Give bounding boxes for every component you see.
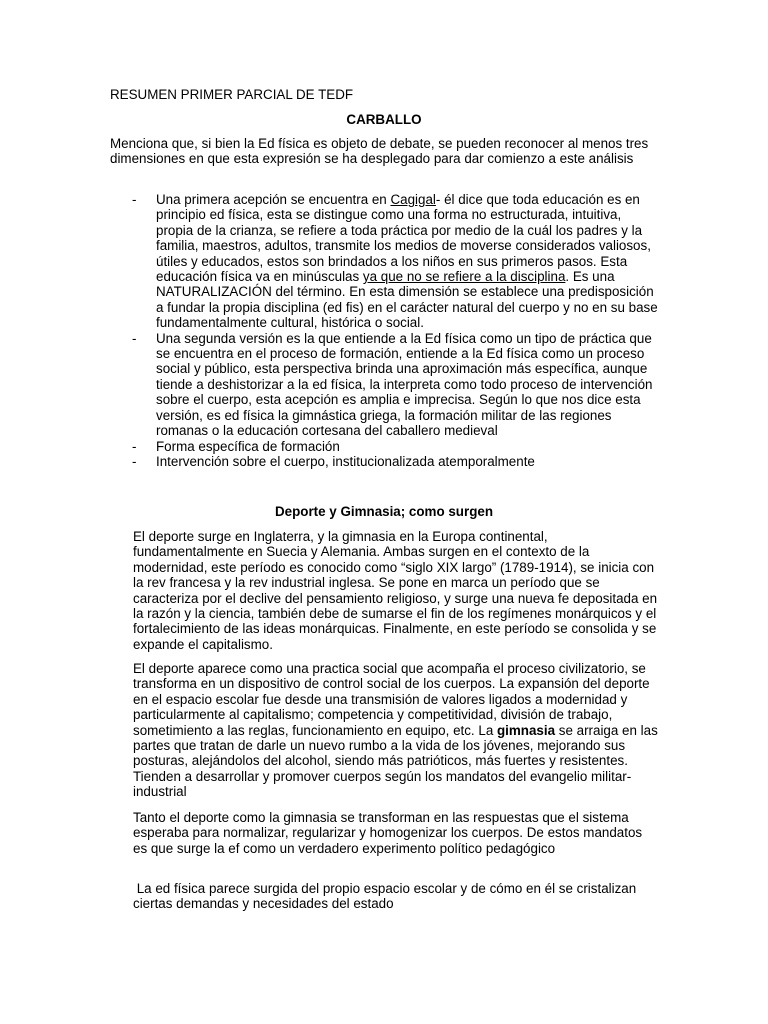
paragraph-normalize: Tanto el deporte como la gimnasia se transforman en las respuestas que el sistema esperaba para normalizar, regularizar y homogenizar los cuerpos. De estos mandatos es que surge la ef como un verdadero experimento político pedagógico xyxy=(133,810,643,856)
paragraph-school: La ed física parece surgida del propio espacio escolar y de cómo en él se cristalizan ciertas demandas y necesidades del estado xyxy=(133,881,640,912)
paragraph-text: se arraiga en las partes que tratan de darle un nuevo rumbo a la vida de los jóvenes, mejorando sus posturas, alejándolos del alcohol, siendo más patrióticos, más fuertes y resistentes. Tienden a desarrollar y promover cuerpos según los mandatos del evangelio militar-industrial xyxy=(133,722,658,800)
section-heading: Deporte y Gimnasia; como surgen xyxy=(274,504,494,519)
bullet-dash: - xyxy=(132,192,137,207)
author-heading: CARBALLO xyxy=(346,112,422,127)
list-item xyxy=(110,439,658,454)
dimension-list xyxy=(110,192,658,469)
document-title: RESUMEN PRIMER PARCIAL DE TEDF xyxy=(110,87,354,102)
bullet-dash: - xyxy=(132,330,137,346)
list-item-text: - él dice que toda educación es en principio ed física, esta se distingue como una forma no estructurada, intuitiva, propia de la crianza, se refiere a toda práctica por medio de la cuál los padres y la familia, maestros, adultos, transmite los medios de moverse considerados valiosos, útiles y educados, estos son brindados a los niños en sus primeros pasos. Esta educación física va en minúsculas xyxy=(156,192,651,285)
list-item-text: Una primera acepción se encuentra en xyxy=(156,192,391,207)
list-item-text: Intervención sobre el cuerpo, institucionalizada atemporalmente xyxy=(156,453,535,469)
underlined-cagigal: Cagigal xyxy=(390,192,436,207)
paragraph-origins: El deporte surge en Inglaterra, y la gimnasia en la Europa continental, fundamentalmente en Suecia y Alemania. Ambas surgen en el contexto de la modernidad, este período es conocido como “siglo XIX largo” (1789-1914), se inicia con la rev francesa y la rev industrial inglesa. Se pone en marca un período que se caracteriza por el declive del pensamiento religioso, y surge una nueva fe depositada en la razón y la ciencia, también debe de sumarse el fin de los regímenes monárquicos y el fortalecimiento de las ideas monárquicas. Finalmente, en este período se consolida y se expande el capitalismo. xyxy=(133,529,658,652)
bullet-dash: - xyxy=(132,453,137,469)
bullet-dash: - xyxy=(132,438,137,454)
list-item xyxy=(110,454,658,469)
underlined-phrase: ya que no se refiere a la disciplina xyxy=(362,269,566,285)
list-item-text: . Es una NATURALIZACIÓN del término. En esta dimensión se establece una predisposición a fundar la propia disciplina (ed fis) en el carácter natural del cuerpo y no en su base fundamentalmente cultural, histórica o social. xyxy=(156,269,658,331)
bold-gimnasia: gimnasia xyxy=(497,722,556,738)
intro-paragraph: Menciona que, si bien la Ed física es objeto de debate, se pueden reconocer al menos tres dimensiones en que esta expresión se ha desplegado para dar comienzo a este análisis xyxy=(110,136,649,167)
list-item-text: Forma específica de formación xyxy=(156,438,340,454)
paragraph-sport xyxy=(133,661,658,800)
list-item xyxy=(110,331,658,439)
paragraph-text: El deporte aparece como una practica social que acompaña el proceso civilizatorio, se transforma en un dispositivo de control social de los cuerpos. La expansión del deporte en el espacio escolar fue desde una transmisión de valores ligados a modernidad y particularmente al capitalismo; competencia y competitividad, división de trabajo, sometimiento a las reglas, funcionamiento en equipo, etc. La xyxy=(133,661,650,738)
list-item-text: Una segunda versión es la que entiende a la Ed física como un tipo de práctica que se encuentra en el proceso de formación, entiende a la Ed física como un proceso social y público, esta perspectiva brinda una aproximación más específica, aunque tiende a deshistorizar a la ed física, la interpreta como todo proceso de intervención sobre el cuerpo, esta acepción es amplia e imprecisa. Según lo que nos dice esta versión, es ed física la gimnástica griega, la formación militar de las regiones romanas o la educación cortesana del caballero medieval xyxy=(156,330,653,439)
list-item xyxy=(110,192,658,331)
